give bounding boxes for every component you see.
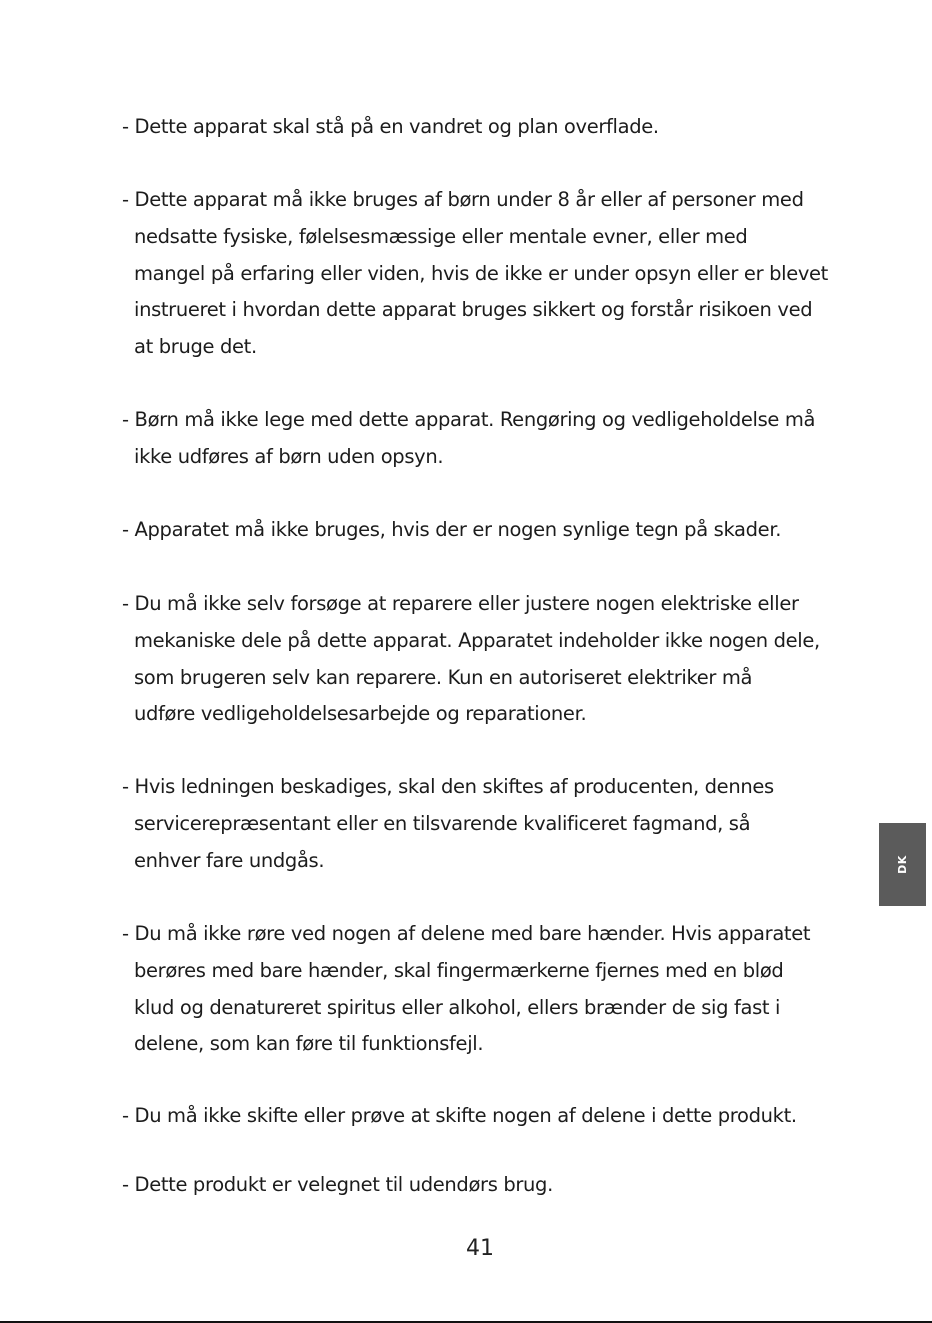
list-item (122, 109, 842, 146)
list-item (122, 769, 842, 879)
list-item (122, 1167, 842, 1204)
item-line: - Du må ikke røre ved nogen af delene med bare hænder. Hvis apparatet (122, 922, 811, 945)
item-line: mekaniske dele på dette apparat. Apparatet indeholder ikke nogen dele, (134, 628, 820, 652)
page-number: 41 (466, 1236, 494, 1261)
item-line: mangel på erfaring eller viden, hvis de ikke er under opsyn eller er blevet (134, 261, 828, 285)
item-line: klud og denatureret spiritus eller alkohol, ellers brænder de sig fast i (134, 995, 781, 1019)
item-line: instrueret i hvordan dette apparat bruges sikkert og forstår risikoen ved (134, 298, 813, 322)
item-line: enhver fare undgås. (134, 848, 325, 872)
item-line: delene, som kan føre til funktionsfejl. (134, 1032, 484, 1056)
item-line: at bruge det. (134, 335, 257, 359)
item-line: berøres med bare hænder, skal fingermærkerne fjernes med en blød (134, 958, 784, 982)
item-line: udføre vedligeholdelsesarbejde og reparationer. (134, 702, 587, 726)
list-item (122, 182, 842, 366)
list-item (122, 916, 842, 1063)
list-item (122, 1098, 842, 1135)
language-tab-label: DK (896, 855, 909, 874)
list-item (122, 512, 842, 549)
item-line: som brugeren selv kan reparere. Kun en autoriseret elektriker må (134, 665, 753, 689)
item-line: - Dette produkt er velegnet til udendørs brug. (122, 1173, 553, 1196)
item-line: ikke udføres af børn uden opsyn. (134, 444, 444, 468)
item-line: nedsatte fysiske, følelsesmæssige eller mentale evner, eller med (134, 224, 748, 248)
list-item (122, 402, 842, 476)
item-line: - Hvis ledningen beskadiges, skal den skiftes af producenten, dennes (122, 775, 774, 798)
item-line: - Apparatet må ikke bruges, hvis der er nogen synlige tegn på skader. (122, 518, 782, 541)
item-line: - Du må ikke selv forsøge at reparere eller justere nogen elektriske eller (122, 592, 799, 615)
item-line: - Dette apparat må ikke bruges af børn under 8 år eller af personer med (122, 188, 804, 211)
language-tab (879, 823, 926, 906)
item-line: - Du må ikke skifte eller prøve at skifte nogen af delene i dette produkt. (122, 1104, 797, 1127)
item-line: - Børn må ikke lege med dette apparat. Rengøring og vedligeholdelse må (122, 408, 816, 431)
item-line: - Dette apparat skal stå på en vandret og plan overflade. (122, 115, 659, 138)
item-line: servicerepræsentant eller en tilsvarende kvalificeret fagmand, så (134, 811, 751, 835)
list-item (122, 586, 842, 733)
